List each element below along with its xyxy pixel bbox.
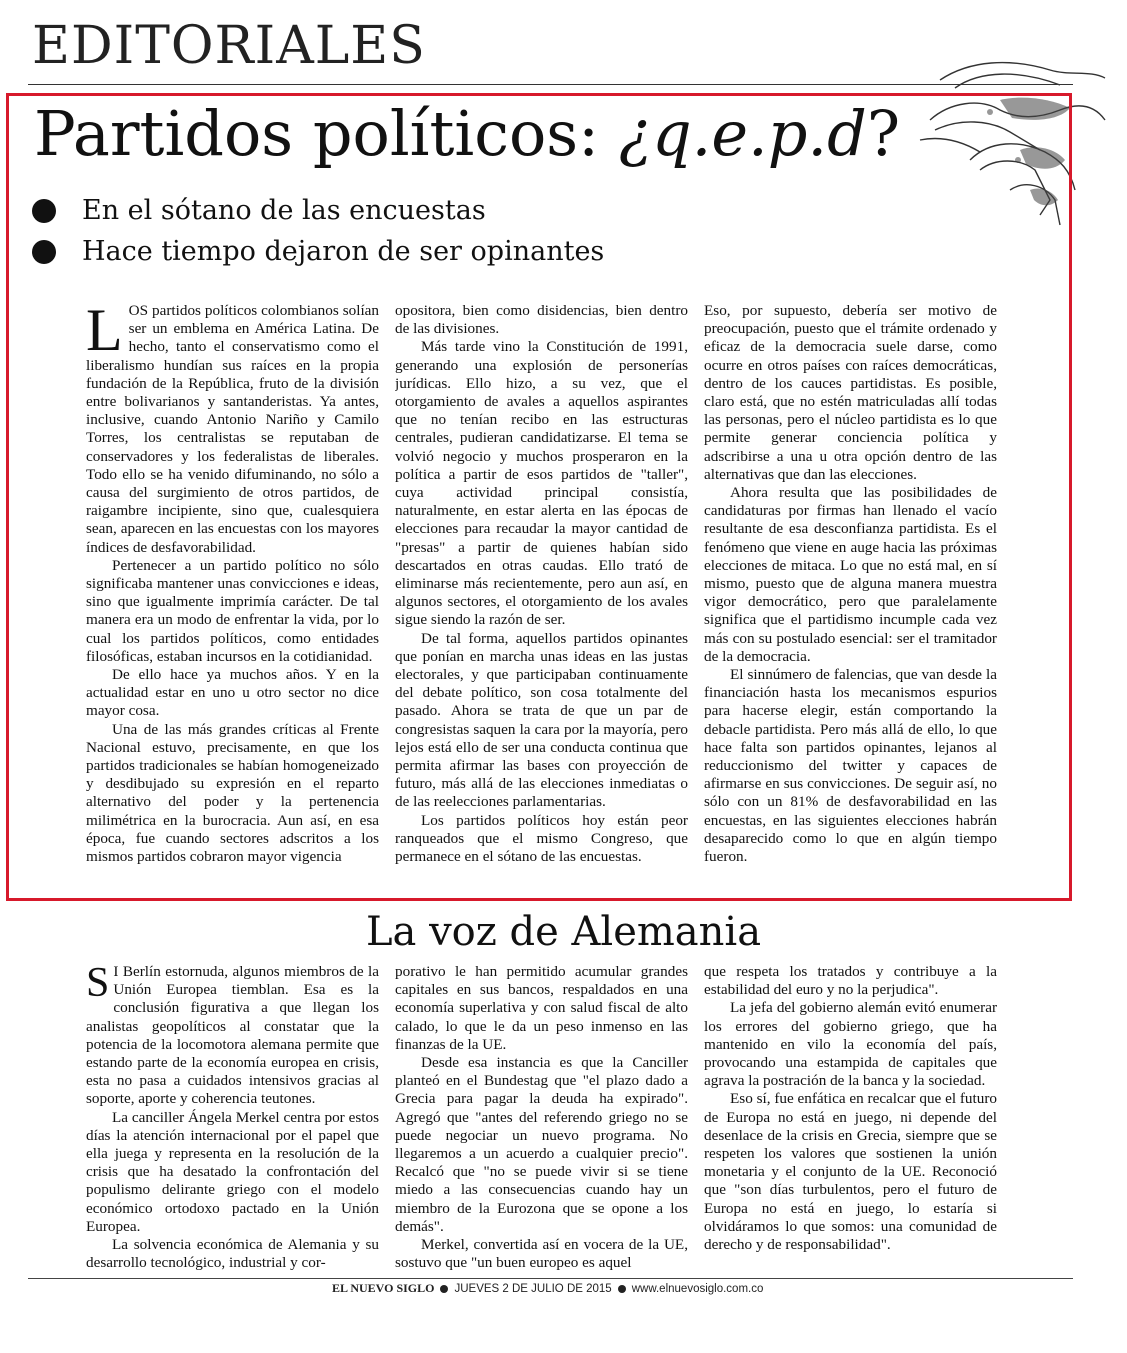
paragraph: S I Berlín estornuda, algunos miembros de la Unión Europea tiemblan. Esa es la conclusión figurativa a que llegan los analistas geopolíticos al constatar que la potencia de la locomotora alemana permite que estando parte de la economía europea en crisis, esta no pasa a cuidados intensivos gracias al soporte, aporte y coherencia teutones. bbox=[86, 963, 379, 1108]
paragraph: La jefa del gobierno alemán evitó enumerar los errores del gobierno griego, que ha mantenido en vilo la economía del país, provocando una estampida de capitales que agrava la postración de la banca y la sociedad. bbox=[704, 999, 997, 1090]
paragraph: De ello hace ya muchos años. Y en la actualidad estar en uno u otro sector no dice mayor cosa. bbox=[86, 666, 379, 720]
paragraph: Ahora resulta que las posibilidades de candidaturas por firmas han llenado el vacío resultante de esa desconfianza partidista. Es el fenómeno que viene en auge hacia las próximas elecciones de mitaca. Lo que no está mal, en sí mismo, puesto que de alguna manera muestra vigor democrático, pero que paralelamente significa que el partidismo incumple cada vez más con su postulado esencial: ser el tramitador de la democracia. bbox=[704, 484, 997, 665]
bullet-item: En el sótano de las encuestas bbox=[32, 190, 604, 231]
article2-column-1 bbox=[86, 963, 379, 1271]
article2-columns bbox=[86, 963, 997, 1271]
website-url: www.elnuevosiglo.com.co bbox=[631, 1282, 764, 1295]
footer-rule bbox=[28, 1278, 1073, 1279]
paragraph: porativo le han permitido acumular grandes capitales en sus bancos, respaldados en una economía superlativa y con salud fiscal de alto calado, lo que le da un peso inmenso en las finanzas de la UE. bbox=[395, 963, 688, 1053]
paragraph: Los partidos políticos hoy están peor ranqueados que el mismo Congreso, que permanece en el sótano de las encuestas. bbox=[395, 811, 688, 866]
paragraph: El sinnúmero de falencias, que van desde la financiación hasta los mecanismos espurios para hacerse elegir, están comportando la debacle partidista. Pero más allá de ello, lo que hace falta son partidos opinantes, lejanos al reduccionismo del twitter y capaces de afirmarse en sus convicciones. De seguir así, no sólo con un 81% de desfavorabilidad en las encuestas, en las siguientes elecciones habrán desaparecido como lo que en algún tiempo fueron. bbox=[704, 666, 997, 866]
drop-cap: L bbox=[86, 302, 123, 363]
paragraph: Eso, por supuesto, debería ser motivo de preocupación, puesto que el trámite ordenado y eficaz de la democracia suele darse, como ocurre en otros países con raíces democráticas, dentro de los cauces partidistas. Es posible, claro está, que no estén matriculadas allí todas las personas, pero el núcleo partidista es lo que permite generar conciencia política y adscribirse a una u otra opción dentro de las alternativas que dan las elecciones. bbox=[704, 302, 997, 483]
subheadline-bullets bbox=[32, 190, 604, 272]
article1-column-2 bbox=[395, 302, 688, 894]
article1-column-3 bbox=[704, 302, 997, 894]
paragraph: La solvencia económica de Alemania y su desarrollo tecnológico, industrial y cor- bbox=[86, 1236, 379, 1271]
paragraph: Pertenecer a un partido político no sólo significaba mantener unas convicciones e ideas, sino que igualmente imprimía carácter. De tal manera era un modo de enfrentar la vida, por lo cual los partidos políticos, como entidades filosóficas, estaban incursos en la cotidianidad. bbox=[86, 556, 379, 665]
paragraph: Desde esa instancia es que la Canciller planteó en el Bundestag que "el plazo dado a Grecia para pagar la deuda ha expirado". Agregó que "antes del referendo griego no se puede negociar un nuevo programa. No llegaremos a un acuerdo a cualquier precio". Recalcó que "no se puede vivir si se tiene miedo a las consecuencias cuando hay un miembro de la Eurozona que se opone a los demás". bbox=[395, 1054, 688, 1235]
section-title: EDITORIALES bbox=[32, 16, 426, 76]
issue-date: JUEVES 2 DE JULIO DE 2015 bbox=[454, 1282, 612, 1295]
article1-columns bbox=[86, 302, 997, 894]
separator-dot-icon bbox=[618, 1285, 626, 1293]
paragraph: Una de las más grandes críticas al Frente Nacional estuvo, precisamente, en que los partidos tradicionales se habían homogeneizado y desdibujado su expresión en el reparto alternativo del poder y la pertenencia milimétrica en la burocracia. Aun así, en esa época, fue cuando sectores adscritos a los mismos partidos cobraron mayor vigencia bbox=[86, 720, 379, 866]
bullet-dot-icon bbox=[32, 199, 56, 223]
separator-dot-icon bbox=[440, 1285, 448, 1293]
paragraph: Merkel, convertida así en vocera de la UE, sostuvo que "un buen europeo es aquel bbox=[395, 1236, 688, 1271]
paragraph: La canciller Ángela Merkel centra por estos días la atención internacional por el papel que ella juega y representa en la resolución de la crisis que ha desatado la confrontación del populismo delirante griego con el modelo económico ortodoxo pactado en la Unión Europea. bbox=[86, 1108, 379, 1235]
article2-column-3 bbox=[704, 963, 997, 1271]
paragraph: De tal forma, aquellos partidos opinantes que ponían en marcha unas ideas en las justas electorales, y que participaban continuamente del debate político, son cosa totalmente del pasado. Ahora se trata de que un par de congresistas saquen la cara por la mayoría, pero lejos está ello de ser una conducta continua que permita afirmar las bases con proyección de futuro, más allá de las elecciones inmediatas o de las reelecciones parlamentarias. bbox=[395, 629, 688, 811]
paragraph: que respeta los tratados y contribuye a la estabilidad del euro y no la perjudica". bbox=[704, 963, 997, 999]
paragraph: Más tarde vino la Constitución de 1991, generando una explosión de personerías jurídicas. Ello hizo, a su vez, que el otorgamiento de avales a aquellos aspirantes que no tenían recibo en las estructuras centrales, pudieran candidatizarse. El tema se volvió negocio y muchos prosperaron en la política a partir de esos partidos de "taller", cuya actividad principal consistía, naturalmente, en estar alerta en las épocas de elecciones para recaudar la mayor cantidad de "presas" a partir de quienes habían sido descartados en otras caudas. Ello trató de eliminarse más recientemente, pero aun así, en algunos sectores, el otorgamiento de los avales sigue siendo la razón de ser. bbox=[395, 338, 688, 629]
newspaper-brand: EL NUEVO SIGLO bbox=[332, 1281, 435, 1295]
drop-cap: S bbox=[86, 963, 110, 1006]
page-footer bbox=[332, 1281, 763, 1296]
headline-partidos: Partidos políticos: ¿q.e.p.d? bbox=[34, 97, 901, 170]
article2-column-2 bbox=[395, 963, 688, 1271]
paragraph: opositora, bien como disidencias, bien dentro de las divisiones. bbox=[395, 302, 688, 338]
bullet-dot-icon bbox=[32, 240, 56, 264]
paragraph: LOS partidos políticos colombianos solían ser un emblema en América Latina. De hecho, tanto el conservatismo como el liberalismo hundían sus raíces en la propia fundación de la República, fruto de la división entre bolivarianos y santanderistas. Ya antes, inclusive, cuando Antonio Nariño y Camilo Torres, los centralistas se reputaban de conservadores y los federalistas de liberales. Todo ello se ha venido difuminando, no sólo a causa del surgimiento de otros partidos, de raigambre incipiente, sino que, cualesquiera sean, aparecen en las encuestas con los mayores índices de desfavorabilidad. bbox=[86, 302, 379, 556]
article1-column-1 bbox=[86, 302, 379, 894]
paragraph: Eso sí, fue enfática en recalcar que el futuro de Europa no está en juego, ni depende del desenlace de la crisis en Grecia, siempre que se respeten los valores que sostienen la unión monetaria y el conjunto de la UE. Reconoció que "son días turbulentos, pero el futuro de Europa no está en juego, lo estaría si olvidáramos lo que somos: una comunidad de derecho y de responsabilidad". bbox=[704, 1090, 997, 1254]
bullet-item: Hace tiempo dejaron de ser opinantes bbox=[32, 231, 604, 272]
headline-alemania: La voz de Alemania bbox=[365, 909, 762, 955]
